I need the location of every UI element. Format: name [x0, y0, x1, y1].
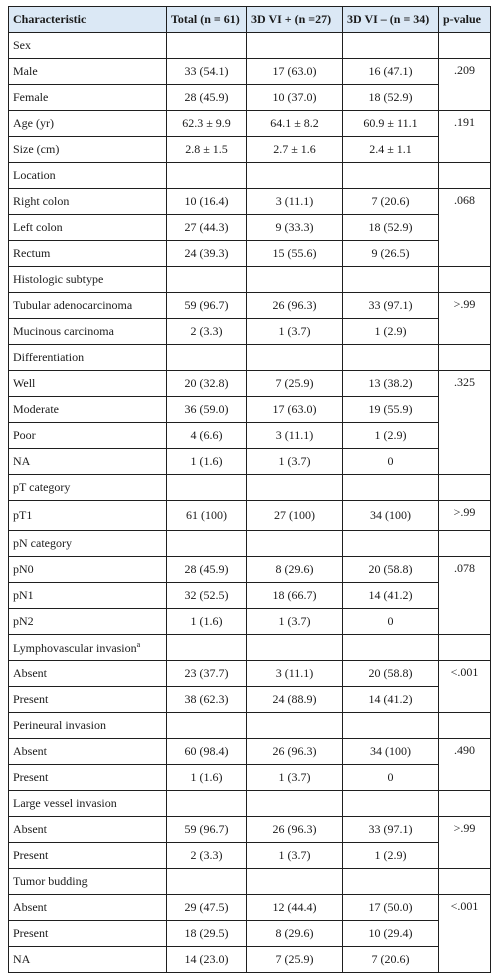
cell-3dvi-negative: 18 (52.9) — [343, 215, 439, 241]
cell-total: 23 (37.7) — [167, 661, 247, 687]
cell-3dvi-positive: 1 (3.7) — [247, 843, 343, 869]
group-label — [9, 33, 167, 59]
cell-3dvi-positive: 8 (29.6) — [247, 557, 343, 583]
table-row — [9, 609, 491, 635]
cell-3dvi-negative: 1 (2.9) — [343, 319, 439, 345]
empty-cell — [439, 33, 491, 59]
cell-3dvi-positive: 2.7 ± 1.6 — [247, 137, 343, 163]
cell-3dvi-positive: 1 (3.7) — [247, 609, 343, 635]
cell-3dvi-positive: 9 (33.3) — [247, 215, 343, 241]
empty-cell — [439, 635, 491, 661]
empty-cell — [439, 163, 491, 189]
row-label: Female — [9, 85, 167, 111]
group-row — [9, 475, 491, 501]
group-label-text: Large vessel invasion — [13, 796, 117, 810]
cell-3dvi-negative: 1 (2.9) — [343, 843, 439, 869]
table-row — [9, 501, 491, 531]
cell-3dvi-negative: 9 (26.5) — [343, 241, 439, 267]
cell-3dvi-positive: 26 (96.3) — [247, 817, 343, 843]
group-row — [9, 713, 491, 739]
group-label — [9, 345, 167, 371]
table-body — [9, 33, 491, 973]
row-label: Present — [9, 765, 167, 791]
table-row — [9, 843, 491, 869]
row-label: Rectum — [9, 241, 167, 267]
characteristics-table — [8, 6, 491, 973]
cell-3dvi-negative: 20 (58.8) — [343, 661, 439, 687]
cell-3dvi-negative: 14 (41.2) — [343, 583, 439, 609]
row-label: Right colon — [9, 189, 167, 215]
group-row — [9, 345, 491, 371]
cell-3dvi-negative: 17 (50.0) — [343, 895, 439, 921]
empty-cell — [247, 713, 343, 739]
cell-3dvi-positive: 27 (100) — [247, 501, 343, 531]
cell-total: 61 (100) — [167, 501, 247, 531]
empty-cell — [167, 713, 247, 739]
cell-3dvi-positive: 15 (55.6) — [247, 241, 343, 267]
cell-3dvi-positive: 1 (3.7) — [247, 765, 343, 791]
cell-3dvi-negative: 19 (55.9) — [343, 397, 439, 423]
row-label: Size (cm) — [9, 137, 167, 163]
cell-3dvi-positive: 1 (3.7) — [247, 449, 343, 475]
group-row — [9, 33, 491, 59]
cell-3dvi-negative: 7 (20.6) — [343, 947, 439, 973]
cell-3dvi-positive: 26 (96.3) — [247, 739, 343, 765]
empty-cell — [439, 869, 491, 895]
cell-p-value: .068 — [439, 189, 491, 267]
table-row — [9, 661, 491, 687]
header-3dvi-positive: 3D VI + (n =27) — [247, 7, 343, 33]
cell-total: 2.8 ± 1.5 — [167, 137, 247, 163]
cell-3dvi-positive: 8 (29.6) — [247, 921, 343, 947]
cell-3dvi-negative: 18 (52.9) — [343, 85, 439, 111]
empty-cell — [167, 635, 247, 661]
empty-cell — [167, 33, 247, 59]
empty-cell — [167, 163, 247, 189]
header-p-value: p-value — [439, 7, 491, 33]
empty-cell — [439, 713, 491, 739]
table-row — [9, 241, 491, 267]
header-3dvi-negative: 3D VI – (n = 34) — [343, 7, 439, 33]
cell-3dvi-negative: 0 — [343, 765, 439, 791]
empty-cell — [439, 475, 491, 501]
empty-cell — [167, 531, 247, 557]
group-label — [9, 475, 167, 501]
empty-cell — [343, 635, 439, 661]
cell-3dvi-positive: 24 (88.9) — [247, 687, 343, 713]
group-label-text: Location — [13, 168, 56, 182]
row-label: Poor — [9, 423, 167, 449]
table-row — [9, 947, 491, 973]
empty-cell — [167, 869, 247, 895]
footnote-marker: a — [136, 639, 141, 649]
cell-3dvi-positive: 1 (3.7) — [247, 319, 343, 345]
empty-cell — [343, 267, 439, 293]
cell-p-value: .209 — [439, 59, 491, 111]
cell-p-value: .490 — [439, 739, 491, 791]
empty-cell — [343, 531, 439, 557]
row-label: Present — [9, 921, 167, 947]
cell-total: 1 (1.6) — [167, 609, 247, 635]
cell-total: 20 (32.8) — [167, 371, 247, 397]
empty-cell — [439, 345, 491, 371]
group-label-text: pT category — [13, 480, 71, 494]
cell-3dvi-positive: 3 (11.1) — [247, 661, 343, 687]
empty-cell — [439, 791, 491, 817]
cell-3dvi-positive: 7 (25.9) — [247, 947, 343, 973]
table-row — [9, 319, 491, 345]
table-row — [9, 557, 491, 583]
group-row — [9, 531, 491, 557]
table-row — [9, 449, 491, 475]
group-label-text: Lymphovascular invasion — [13, 640, 137, 655]
cell-total: 2 (3.3) — [167, 843, 247, 869]
row-label: Age (yr) — [9, 111, 167, 137]
cell-total: 4 (6.6) — [167, 423, 247, 449]
table-row — [9, 687, 491, 713]
cell-total: 14 (23.0) — [167, 947, 247, 973]
row-label: Absent — [9, 739, 167, 765]
cell-3dvi-negative: 33 (97.1) — [343, 293, 439, 319]
cell-3dvi-negative: 13 (38.2) — [343, 371, 439, 397]
group-label — [9, 163, 167, 189]
row-label: pN0 — [9, 557, 167, 583]
group-label-text: Histologic subtype — [13, 272, 104, 286]
row-label: Absent — [9, 817, 167, 843]
cell-total: 1 (1.6) — [167, 449, 247, 475]
cell-total: 33 (54.1) — [167, 59, 247, 85]
cell-total: 24 (39.3) — [167, 241, 247, 267]
row-label: Absent — [9, 895, 167, 921]
cell-p-value: .078 — [439, 557, 491, 635]
cell-3dvi-positive: 7 (25.9) — [247, 371, 343, 397]
row-label: pN1 — [9, 583, 167, 609]
table-header — [9, 7, 491, 33]
cell-3dvi-positive: 26 (96.3) — [247, 293, 343, 319]
cell-total: 28 (45.9) — [167, 557, 247, 583]
table-row — [9, 293, 491, 319]
empty-cell — [167, 267, 247, 293]
group-label — [9, 869, 167, 895]
cell-total: 28 (45.9) — [167, 85, 247, 111]
empty-cell — [247, 791, 343, 817]
cell-3dvi-positive: 12 (44.4) — [247, 895, 343, 921]
header-total: Total (n = 61) — [167, 7, 247, 33]
empty-cell — [343, 163, 439, 189]
empty-cell — [247, 163, 343, 189]
group-row — [9, 267, 491, 293]
cell-3dvi-negative: 34 (100) — [343, 739, 439, 765]
cell-p-value: >.99 — [439, 501, 491, 531]
empty-cell — [247, 531, 343, 557]
cell-total: 27 (44.3) — [167, 215, 247, 241]
table-row — [9, 765, 491, 791]
empty-cell — [167, 475, 247, 501]
row-label: Left colon — [9, 215, 167, 241]
header-row — [9, 7, 491, 33]
cell-3dvi-positive: 10 (37.0) — [247, 85, 343, 111]
row-label: Moderate — [9, 397, 167, 423]
cell-3dvi-negative: 33 (97.1) — [343, 817, 439, 843]
row-label: NA — [9, 947, 167, 973]
cell-3dvi-negative: 2.4 ± 1.1 — [343, 137, 439, 163]
empty-cell — [247, 475, 343, 501]
empty-cell — [343, 345, 439, 371]
empty-cell — [167, 791, 247, 817]
cell-3dvi-negative: 1 (2.9) — [343, 423, 439, 449]
cell-3dvi-positive: 64.1 ± 8.2 — [247, 111, 343, 137]
cell-total: 10 (16.4) — [167, 189, 247, 215]
group-row — [9, 635, 491, 661]
cell-total: 59 (96.7) — [167, 293, 247, 319]
group-label-text: pN category — [13, 536, 72, 550]
group-label — [9, 791, 167, 817]
table-row — [9, 921, 491, 947]
table-row — [9, 371, 491, 397]
cell-p-value: .191 — [439, 111, 491, 163]
cell-3dvi-negative: 0 — [343, 609, 439, 635]
cell-total: 62.3 ± 9.9 — [167, 111, 247, 137]
table-row — [9, 817, 491, 843]
group-label-text: Differentiation — [13, 350, 85, 364]
group-label — [9, 713, 167, 739]
row-label: Present — [9, 687, 167, 713]
empty-cell — [247, 635, 343, 661]
cell-3dvi-negative: 10 (29.4) — [343, 921, 439, 947]
empty-cell — [439, 531, 491, 557]
cell-total: 36 (59.0) — [167, 397, 247, 423]
empty-cell — [247, 33, 343, 59]
cell-3dvi-negative: 7 (20.6) — [343, 189, 439, 215]
cell-3dvi-positive: 18 (66.7) — [247, 583, 343, 609]
table-row — [9, 215, 491, 241]
row-label: Present — [9, 843, 167, 869]
group-label — [9, 531, 167, 557]
group-label — [9, 267, 167, 293]
empty-cell — [343, 475, 439, 501]
row-label: Well — [9, 371, 167, 397]
cell-total: 60 (98.4) — [167, 739, 247, 765]
group-row — [9, 791, 491, 817]
cell-3dvi-negative: 16 (47.1) — [343, 59, 439, 85]
row-label: Absent — [9, 661, 167, 687]
table-row — [9, 85, 491, 111]
row-label: Mucinous carcinoma — [9, 319, 167, 345]
group-row — [9, 163, 491, 189]
row-label: pT1 — [9, 501, 167, 531]
empty-cell — [247, 345, 343, 371]
table-row — [9, 423, 491, 449]
cell-3dvi-positive: 17 (63.0) — [247, 59, 343, 85]
group-label-text: Perineural invasion — [13, 718, 106, 732]
empty-cell — [343, 869, 439, 895]
cell-p-value: >.99 — [439, 817, 491, 869]
cell-p-value: .325 — [439, 371, 491, 475]
empty-cell — [343, 713, 439, 739]
cell-p-value: <.001 — [439, 895, 491, 973]
row-label: Male — [9, 59, 167, 85]
table-row — [9, 583, 491, 609]
cell-3dvi-positive: 17 (63.0) — [247, 397, 343, 423]
empty-cell — [343, 791, 439, 817]
cell-total: 2 (3.3) — [167, 319, 247, 345]
cell-3dvi-negative: 60.9 ± 11.1 — [343, 111, 439, 137]
row-label: pN2 — [9, 609, 167, 635]
cell-total: 59 (96.7) — [167, 817, 247, 843]
group-label-text: Sex — [13, 38, 31, 52]
cell-total: 29 (47.5) — [167, 895, 247, 921]
cell-total: 1 (1.6) — [167, 765, 247, 791]
table-row — [9, 189, 491, 215]
cell-p-value: >.99 — [439, 293, 491, 345]
group-row — [9, 869, 491, 895]
cell-p-value: <.001 — [439, 661, 491, 713]
table-row — [9, 739, 491, 765]
empty-cell — [343, 33, 439, 59]
cell-3dvi-negative: 34 (100) — [343, 501, 439, 531]
cell-3dvi-negative: 0 — [343, 449, 439, 475]
cell-3dvi-negative: 14 (41.2) — [343, 687, 439, 713]
row-label: NA — [9, 449, 167, 475]
group-label-text: Tumor budding — [13, 874, 88, 888]
cell-total: 18 (29.5) — [167, 921, 247, 947]
table-row — [9, 397, 491, 423]
header-characteristic: Characteristic — [9, 7, 167, 33]
table-row — [9, 111, 491, 137]
cell-3dvi-positive: 3 (11.1) — [247, 423, 343, 449]
cell-total: 32 (52.5) — [167, 583, 247, 609]
cell-3dvi-positive: 3 (11.1) — [247, 189, 343, 215]
row-label: Tubular adenocarcinoma — [9, 293, 167, 319]
group-label — [9, 635, 167, 661]
cell-total: 38 (62.3) — [167, 687, 247, 713]
table-row — [9, 895, 491, 921]
empty-cell — [439, 267, 491, 293]
cell-3dvi-negative: 20 (58.8) — [343, 557, 439, 583]
empty-cell — [247, 869, 343, 895]
table-row — [9, 137, 491, 163]
table-row — [9, 59, 491, 85]
empty-cell — [167, 345, 247, 371]
empty-cell — [247, 267, 343, 293]
